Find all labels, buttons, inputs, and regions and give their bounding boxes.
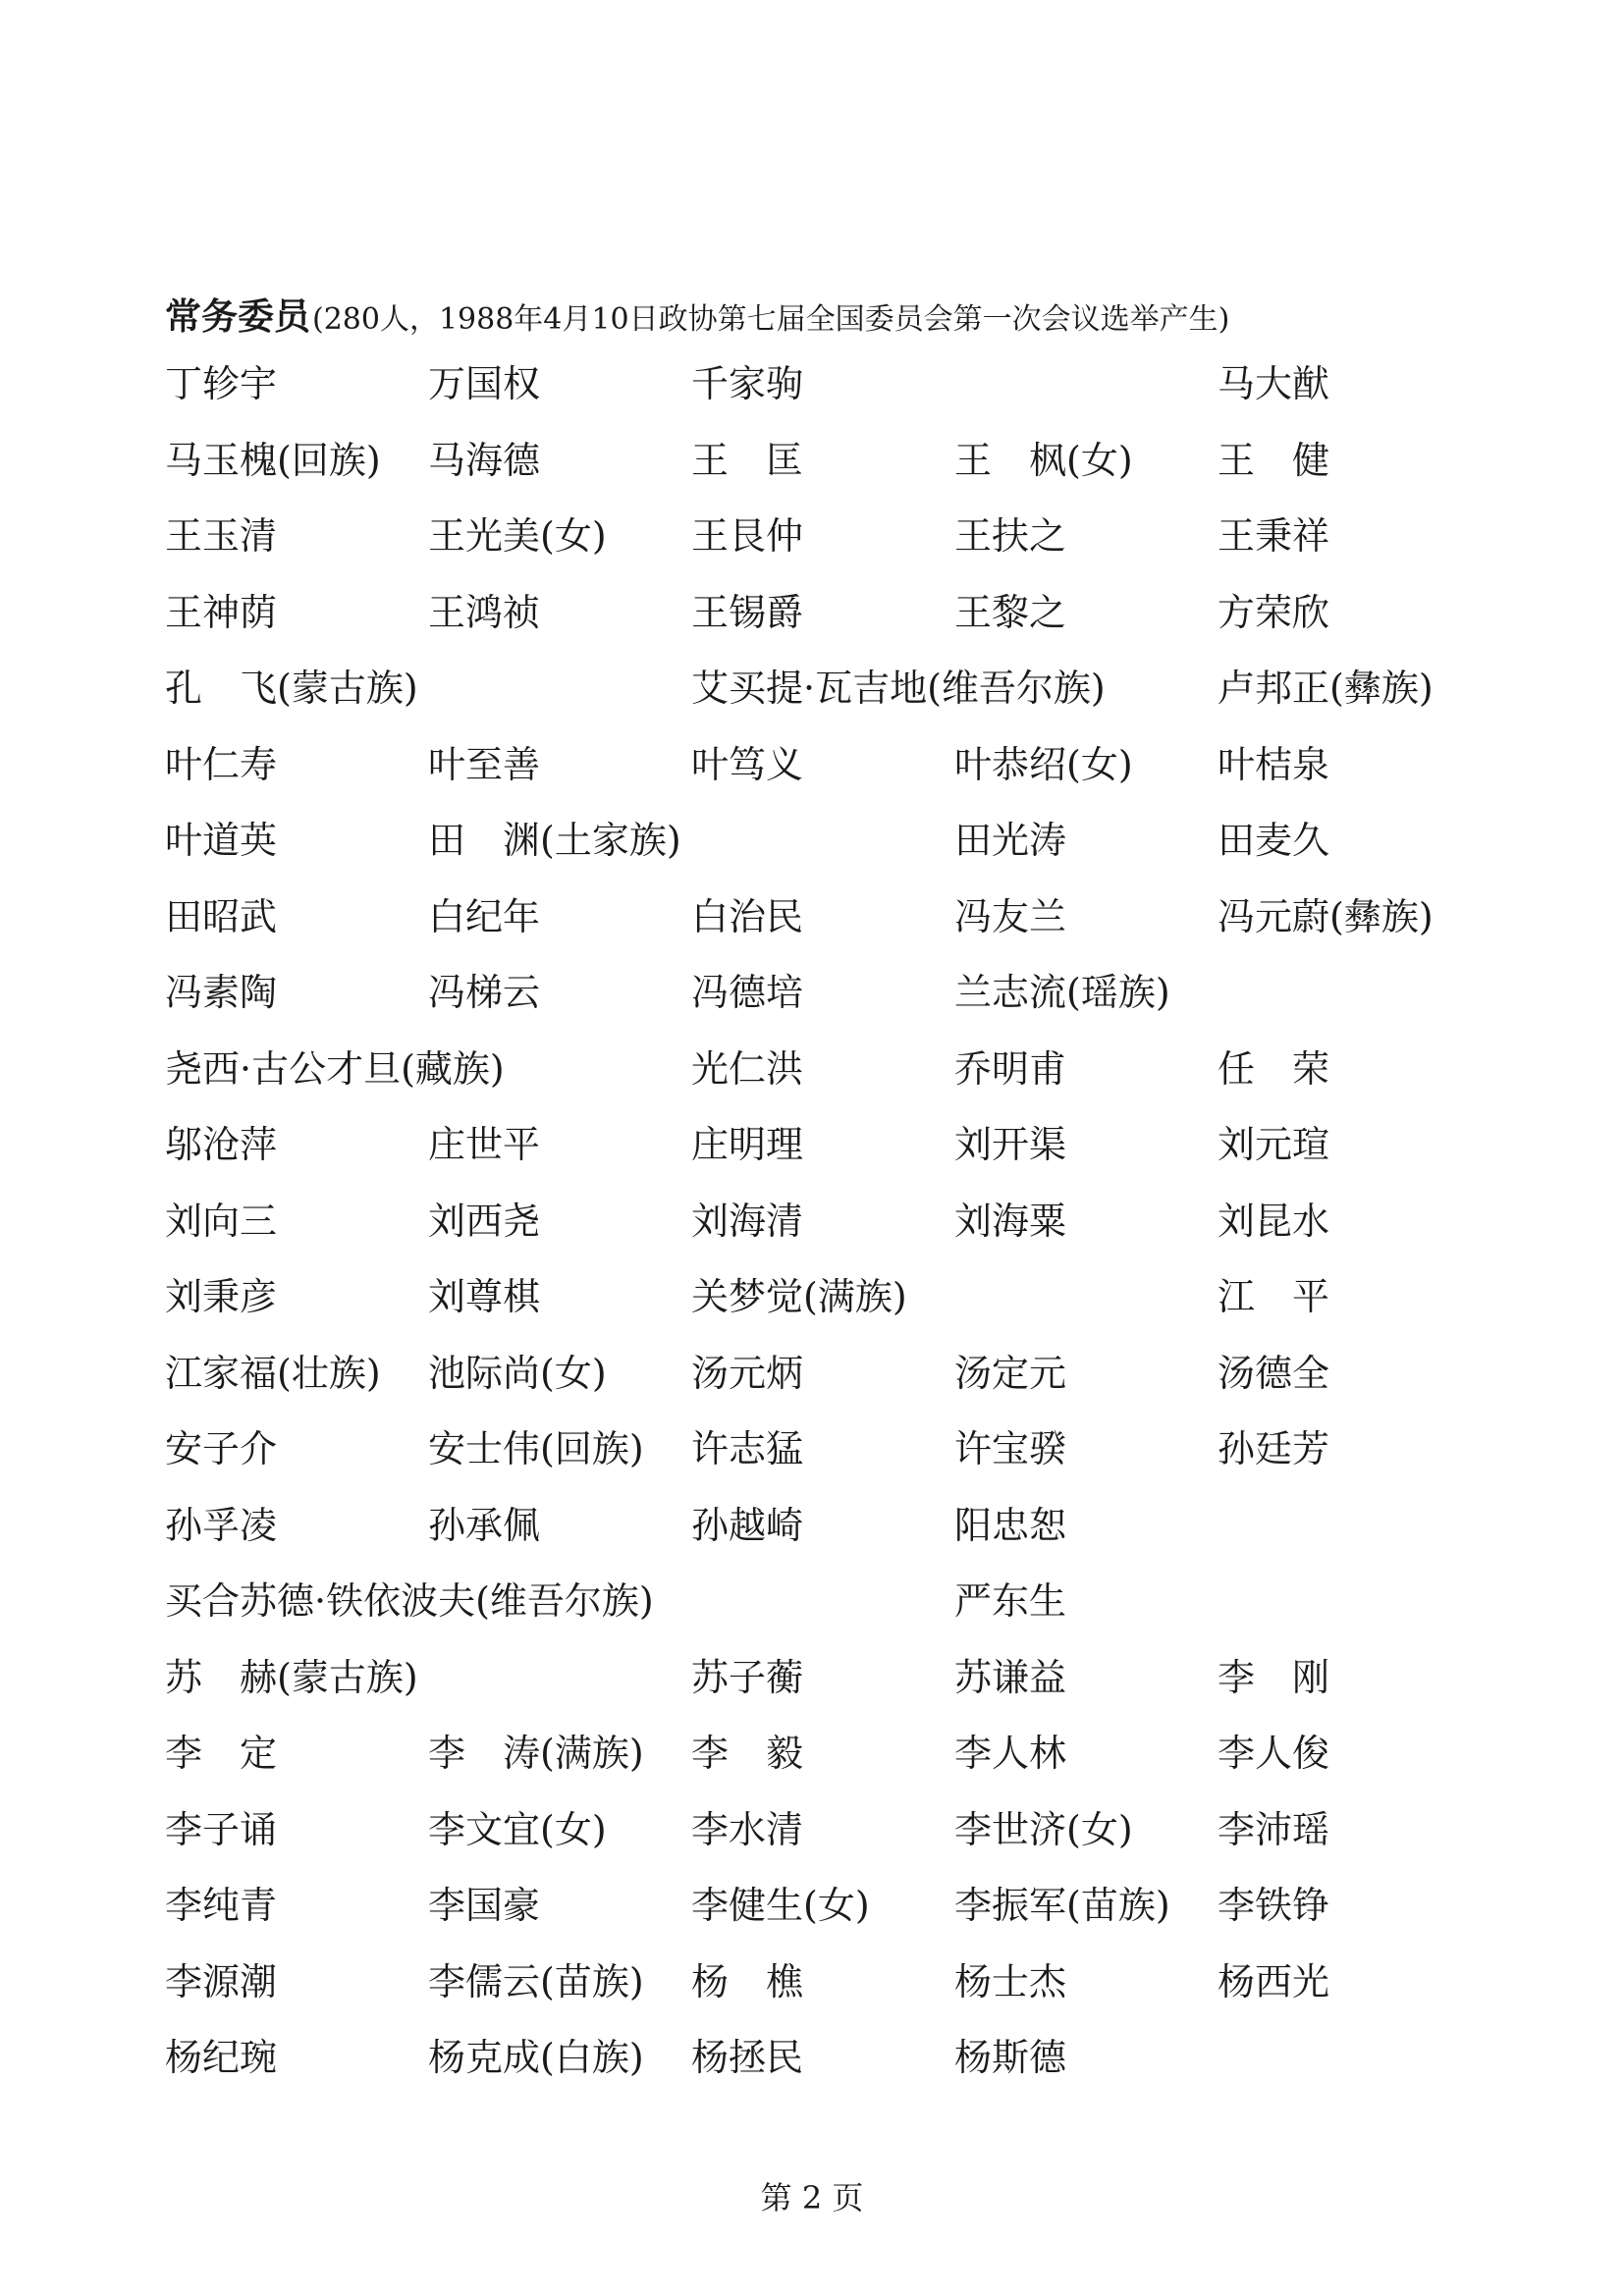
member-name: 汤定元 — [954, 1351, 1067, 1395]
member-name: 马玉槐(回族) — [165, 438, 381, 482]
member-name: 江 平 — [1218, 1275, 1330, 1318]
member-name: 刘昆水 — [1218, 1199, 1330, 1243]
section-note: (280人，1988年4月10日政协第七届全国委员会第一次会议选举产生) — [312, 302, 1230, 337]
member-name: 叶桔泉 — [1218, 742, 1330, 786]
member-name: 王光美(女) — [428, 514, 607, 558]
member-name: 许志猛 — [691, 1427, 804, 1470]
member-name: 王黎之 — [954, 590, 1067, 634]
member-name: 艾买提·瓦吉地(维吾尔族) — [691, 667, 1106, 710]
member-name: 杨拯民 — [691, 2036, 804, 2079]
member-name: 李铁铮 — [1218, 1884, 1330, 1927]
member-name: 李 定 — [165, 1732, 278, 1775]
member-name: 刘元瑄 — [1218, 1123, 1330, 1166]
member-name: 杨西光 — [1218, 1959, 1330, 2003]
member-name: 买合苏德·铁依波夫(维吾尔族) — [165, 1579, 654, 1623]
member-name: 李人林 — [954, 1732, 1067, 1775]
member-name: 孙承佩 — [428, 1503, 541, 1547]
member-name: 李文宜(女) — [428, 1807, 607, 1851]
member-name: 田光涛 — [954, 819, 1067, 862]
member-name: 冯元蔚(彝族) — [1218, 894, 1434, 938]
member-name: 李源潮 — [165, 1959, 278, 2003]
member-name: 叶笃义 — [691, 742, 804, 786]
member-name: 汤元炳 — [691, 1351, 804, 1395]
member-name: 李沛瑶 — [1218, 1807, 1330, 1851]
member-name: 马海德 — [428, 438, 541, 482]
member-name: 刘西尧 — [428, 1199, 541, 1243]
member-name: 李水清 — [691, 1807, 804, 1851]
section-title: 常务委员 — [165, 295, 310, 338]
member-name: 田昭武 — [165, 894, 278, 938]
member-name: 田麦久 — [1218, 819, 1330, 862]
member-name: 冯友兰 — [954, 894, 1067, 938]
member-name: 王鸿祯 — [428, 590, 541, 634]
member-name: 杨克成(白族) — [428, 2036, 644, 2079]
member-name: 王神荫 — [165, 590, 278, 634]
member-name: 千家驹 — [691, 362, 804, 405]
member-name: 刘开渠 — [954, 1123, 1067, 1166]
member-name: 王秉祥 — [1218, 514, 1330, 558]
member-name: 孔 飞(蒙古族) — [165, 667, 418, 710]
member-name: 王 匡 — [691, 438, 804, 482]
member-name: 李 涛(满族) — [428, 1732, 644, 1775]
member-name: 冯素陶 — [165, 971, 278, 1014]
member-name: 庄明理 — [691, 1123, 804, 1166]
member-name: 李儒云(苗族) — [428, 1959, 644, 2003]
member-name: 安子介 — [165, 1427, 278, 1470]
member-name: 李振军(苗族) — [954, 1884, 1170, 1927]
member-name: 苏子蘅 — [691, 1655, 804, 1699]
member-name: 白治民 — [691, 894, 804, 938]
member-name: 王 枫(女) — [954, 438, 1133, 482]
member-name: 白纪年 — [428, 894, 541, 938]
member-name: 杨 樵 — [691, 1959, 804, 2003]
member-name: 李纯青 — [165, 1884, 278, 1927]
member-name: 李国豪 — [428, 1884, 541, 1927]
member-name: 孙孚凌 — [165, 1503, 278, 1547]
member-name: 李健生(女) — [691, 1884, 870, 1927]
member-name: 江家福(壮族) — [165, 1351, 381, 1395]
member-name: 叶道英 — [165, 819, 278, 862]
member-name: 光仁洪 — [691, 1046, 804, 1091]
member-name: 叶至善 — [428, 742, 541, 786]
member-name: 关梦觉(满族) — [691, 1275, 907, 1318]
member-name: 田 渊(土家族) — [428, 819, 681, 862]
member-name: 卢邦正(彝族) — [1218, 667, 1434, 710]
member-name: 王玉清 — [165, 514, 278, 558]
member-name: 严东生 — [954, 1579, 1067, 1623]
member-name: 王艮仲 — [691, 514, 804, 558]
member-name: 冯德培 — [691, 971, 804, 1014]
member-name: 任 荣 — [1218, 1046, 1330, 1091]
member-name: 丁轸宇 — [165, 362, 278, 405]
member-name: 杨斯德 — [954, 2036, 1067, 2079]
member-name: 刘尊棋 — [428, 1275, 541, 1318]
member-name: 孙廷芳 — [1218, 1427, 1330, 1470]
member-name: 许宝骙 — [954, 1427, 1067, 1470]
member-name: 李人俊 — [1218, 1732, 1330, 1775]
member-name: 杨士杰 — [954, 1959, 1067, 2003]
member-name: 叶仁寿 — [165, 742, 278, 786]
member-name: 汤德全 — [1218, 1351, 1330, 1395]
member-name: 刘海粟 — [954, 1199, 1067, 1243]
member-name: 苏谦益 — [954, 1655, 1067, 1699]
member-name: 王锡爵 — [691, 590, 804, 634]
member-name: 孙越崎 — [691, 1503, 804, 1547]
member-name: 刘向三 — [165, 1199, 278, 1243]
member-name: 李世济(女) — [954, 1807, 1133, 1851]
member-name: 王 健 — [1218, 438, 1330, 482]
member-name: 尧西·古公才旦(藏族) — [165, 1046, 505, 1091]
member-name: 刘秉彦 — [165, 1275, 278, 1318]
member-name: 杨纪琬 — [165, 2036, 278, 2079]
member-name: 李子诵 — [165, 1807, 278, 1851]
member-name: 叶恭绍(女) — [954, 742, 1133, 786]
page-number: 第 2 页 — [760, 2179, 864, 2216]
member-name: 刘海清 — [691, 1199, 804, 1243]
member-name: 李 毅 — [691, 1732, 804, 1775]
member-name: 邬沧萍 — [165, 1123, 278, 1166]
list-heading — [165, 287, 1229, 340]
member-name: 苏 赫(蒙古族) — [165, 1655, 418, 1699]
member-name: 李 刚 — [1218, 1655, 1330, 1699]
member-name: 方荣欣 — [1218, 590, 1330, 634]
member-name: 乔明甫 — [954, 1046, 1067, 1091]
member-name: 池际尚(女) — [428, 1351, 607, 1395]
member-name: 安士伟(回族) — [428, 1427, 644, 1470]
member-name: 阳忠恕 — [954, 1503, 1067, 1547]
member-name: 马大猷 — [1218, 362, 1330, 405]
member-name: 兰志流(瑶族) — [954, 971, 1170, 1014]
member-name: 冯梯云 — [428, 971, 541, 1014]
member-name: 万国权 — [428, 362, 541, 405]
member-name: 王扶之 — [954, 514, 1067, 558]
member-name: 庄世平 — [428, 1123, 541, 1166]
